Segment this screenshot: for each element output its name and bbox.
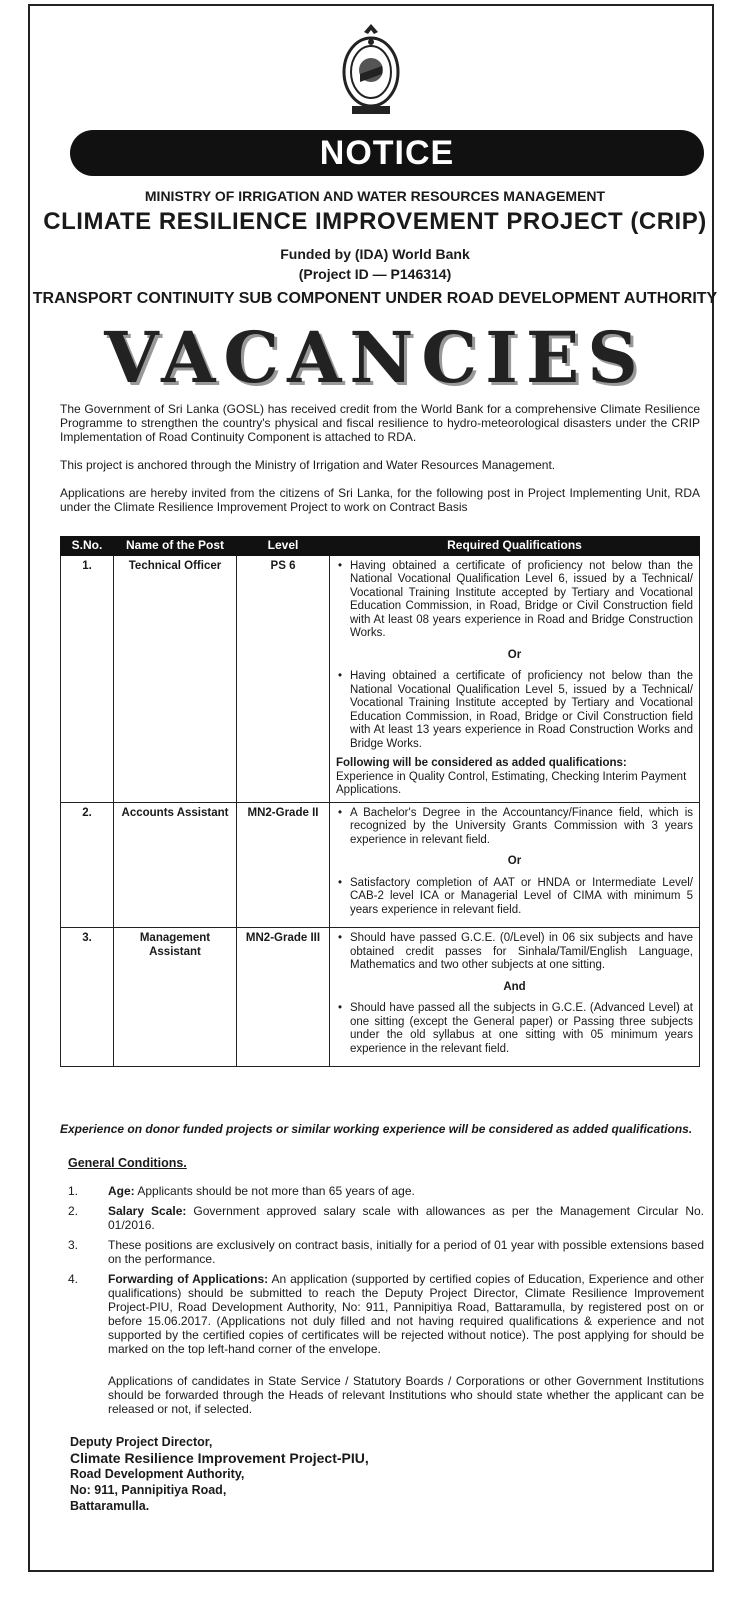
qualification-item: • A Bachelor's Degree in the Accountancy/Finance field, which is recognized by the University Grants Commission with 3 years experience in relevant field. [336, 807, 693, 848]
column-header-sno: S.No. [61, 537, 114, 556]
signoff-address: No: 911, Pannipitiya Road, [70, 1483, 227, 1497]
table-row [61, 555, 700, 802]
condition-text: These positions are exclusively on contract basis, initially for a period of 01 year with possible extensions based on the performance. [108, 1238, 704, 1266]
row-number: 2. [61, 802, 114, 928]
signoff-organization: Climate Resilience Improvement Project-PIU, [70, 1450, 369, 1466]
condition-label: Salary Scale: [108, 1204, 187, 1218]
qualification-item: • Satisfactory completion of AAT or HNDA or Intermediate Level/ CAB-2 level ICA or Managerial Level of CIMA with minimum 5 years experience in relevant field. [336, 877, 693, 918]
column-header-post: Name of the Post [114, 537, 237, 556]
condition-text: Applicants should be not more than 65 years of age. [137, 1184, 415, 1198]
qualification-separator: And [503, 980, 526, 993]
vacancies-heading: VACANCIES [104, 316, 646, 399]
table-header-row [61, 537, 700, 556]
condition-text: An application (supported by certified copies of Education, Experience and other qualifications) should be submitted to reach the Deputy Project Director, Climate Resilience Improvement Project-PIU, Road Development Authority, No: 911, Pannipitiya Road, Battaramulla, by registered post on or before 15.06.2017. (Applications not duly filled and not having required qualifications & experience and not supported by the certified copies of certificates will be rejected without notice). The post applying for should be marked on the top left-hand corner of the envelope. [108, 1272, 705, 1356]
intro-paragraph-3: Applications are hereby invited from the citizens of Sri Lanka, for the following post in Project Implementing Unit, RDA under the Climate Resilience Improvement Project to work on Contract Basis [60, 486, 700, 514]
qualifications-cell [330, 928, 700, 1067]
post-name: Technical Officer [114, 555, 237, 802]
condition-label: Age: [108, 1184, 135, 1198]
sri-lanka-emblem-icon [338, 22, 404, 118]
table-row [61, 928, 700, 1067]
qualification-separator: Or [507, 855, 522, 867]
column-header-qualifications: Required Qualifications [330, 537, 700, 556]
added-qualifications-heading: Following will be considered as added qualifications: [336, 757, 627, 769]
qualification-item: • Having obtained a certificate of proficiency not below than the National Vocational Qualification Level 5, issued by a Technical/ Vocational Training Institute accepted by Tertiary and Vocational Education Commission, in Road, Bridge or Civil Construction field with At least 13 years experience in Road Construction Works and Bridge Works. [336, 670, 693, 751]
project-id: (Project ID — P146314) [298, 266, 452, 282]
condition-item [68, 1272, 704, 1356]
ministry-name: MINISTRY OF IRRIGATION AND WATER RESOURCES MANAGEMENT [144, 188, 606, 204]
condition-item [68, 1238, 704, 1266]
project-title: CLIMATE RESILIENCE IMPROVEMENT PROJECT (CRIP) [43, 208, 707, 235]
signoff-block [70, 1434, 369, 1514]
vacancies-table [60, 536, 700, 1067]
condition-item [68, 1204, 704, 1232]
condition-item [68, 1184, 704, 1198]
funding-line: Funded by (IDA) World Bank [280, 246, 470, 262]
condition-number: 3. [68, 1238, 79, 1252]
signoff-title: Deputy Project Director, [70, 1435, 213, 1449]
added-qualifications-text: Experience in Quality Control, Estimating, Checking Interim Payment Applications. [336, 770, 687, 796]
signoff-authority: Road Development Authority, [70, 1467, 245, 1481]
qualifications-cell [330, 555, 700, 802]
post-level: PS 6 [237, 555, 330, 802]
intro-paragraph-1: The Government of Sri Lanka (GOSL) has received credit from the World Bank for a comprehensive Climate Resilience Programme to strengthen the country's physical and fiscal resilience to hydro-meteorological disasters under the CRIP Implementation of Road Continuity Component is attached to RDA. [60, 402, 700, 444]
qualification-item: • Should have passed all the subjects in G.C.E. (Advanced Level) at one sitting (except the General paper) or Passing three subjects under the old syllabus at one sitting with 05 minimum years experience in the relevant field. [336, 1002, 693, 1056]
condition-text: Government approved salary scale with allowances as per the Management Circular No. 01/2016. [108, 1204, 704, 1232]
institution-note [68, 1374, 704, 1416]
condition-number: 4. [68, 1272, 79, 1286]
experience-note: Experience on donor funded projects or similar working experience will be considered as added qualifications. [60, 1122, 693, 1136]
signoff-city: Battaramulla. [70, 1499, 150, 1513]
notice-banner: NOTICE [70, 130, 704, 176]
post-level: MN2-Grade III [237, 928, 330, 1067]
row-number: 3. [61, 928, 114, 1067]
condition-number: 2. [68, 1204, 79, 1218]
post-name: Management Assistant [114, 928, 237, 1067]
column-header-level: Level [237, 537, 330, 556]
institution-note-text: Applications of candidates in State Service / Statutory Boards / Corporations or other Government Institutions should be forwarded through the Heads of relevant Institutions who should state whether the applicant can be released or not, if selected. [108, 1374, 704, 1416]
qualification-separator: Or [507, 648, 522, 661]
general-conditions-heading: General Conditions. [68, 1156, 187, 1170]
post-level: MN2-Grade II [237, 802, 330, 928]
qualification-item: • Having obtained a certificate of proficiency not below than the National Vocational Qualification Level 6, issued by a Technical/ Vocational Training Institute accepted by Tertiary and Vocational Education Commission, in Road, Bridge or Civil Construction field with At least 08 years experience in Road and Bridge Construction Works. [336, 560, 693, 641]
condition-number: 1. [68, 1184, 79, 1198]
sub-component-title: TRANSPORT CONTINUITY SUB COMPONENT UNDER ROAD DEVELOPMENT AUTHORITY [32, 290, 718, 307]
qualification-item: • Should have passed G.C.E. (0/Level) in 06 six subjects and have obtained credit passes for Sinhala/Tamil/English Language, Mathematics and two other subjects at one sitting. [336, 932, 693, 973]
condition-label: Forwarding of Applications: [108, 1272, 269, 1286]
intro-paragraph-2: This project is anchored through the Ministry of Irrigation and Water Resources Management. [60, 458, 556, 472]
table-row [61, 802, 700, 928]
qualifications-cell [330, 802, 700, 928]
row-number: 1. [61, 555, 114, 802]
post-name: Accounts Assistant [114, 802, 237, 928]
